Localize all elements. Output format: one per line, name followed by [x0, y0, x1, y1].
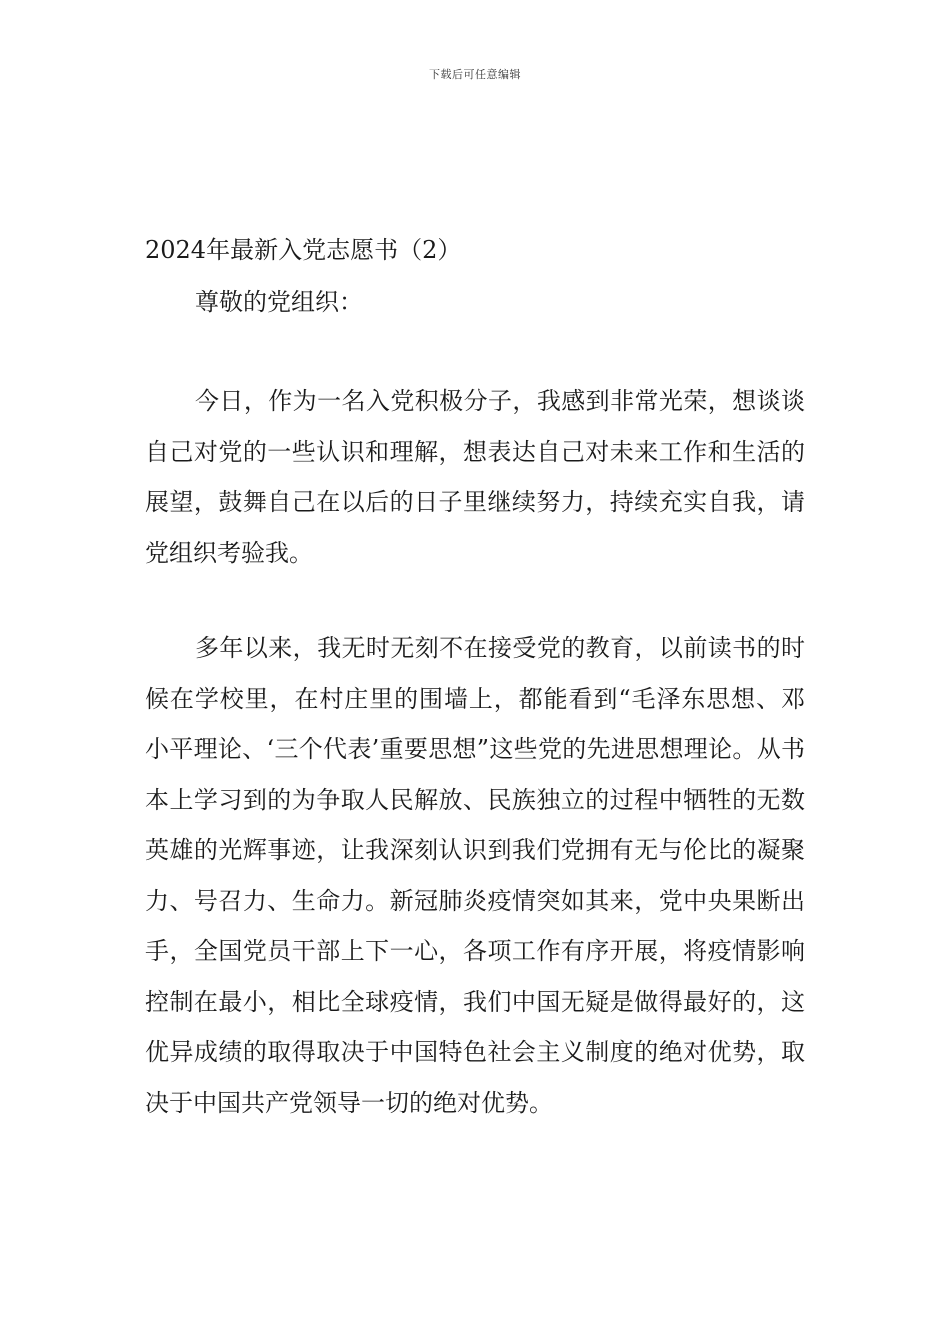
salutation: 尊敬的党组织： — [195, 288, 363, 316]
paragraph-2: 多年以来，我无时无刻不在接受党的教育，以前读书的时候在学校里，在村庄里的围墙上，都能看到“毛泽东思想、邓小平理论、‘三个代表’重要思想”这些党的先进思想理论。从书本上学习到的为争取人民解放、民族独立的过程中牺牲的无数英雄的光辉事迹，让我深刻认识到我们党拥有无与伦比的凝聚力、号召力、生命力。新冠肺炎疫情突如其来，党中央果断出手，全国党员干部上下一心，各项工作有序开展，将疫情影响控制在最小，相比全球疫情，我们中国无疑是做得最好的，这优异成绩的取得取决于中国特色社会主义制度的绝对优势，取决于中国共产党领导一切的绝对优势。 — [145, 634, 805, 1117]
document-title: 2024年最新入党志愿书（2） — [145, 236, 462, 264]
paragraph-1: 今日，作为一名入党积极分子，我感到非常光荣，想谈谈自己对党的一些认识和理解，想表达自己对未来工作和生活的展望，鼓舞自己在以后的日子里继续努力，持续充实自我，请党组织考验我。 — [145, 387, 805, 567]
header-note: 下载后可任意编辑 — [429, 68, 521, 81]
